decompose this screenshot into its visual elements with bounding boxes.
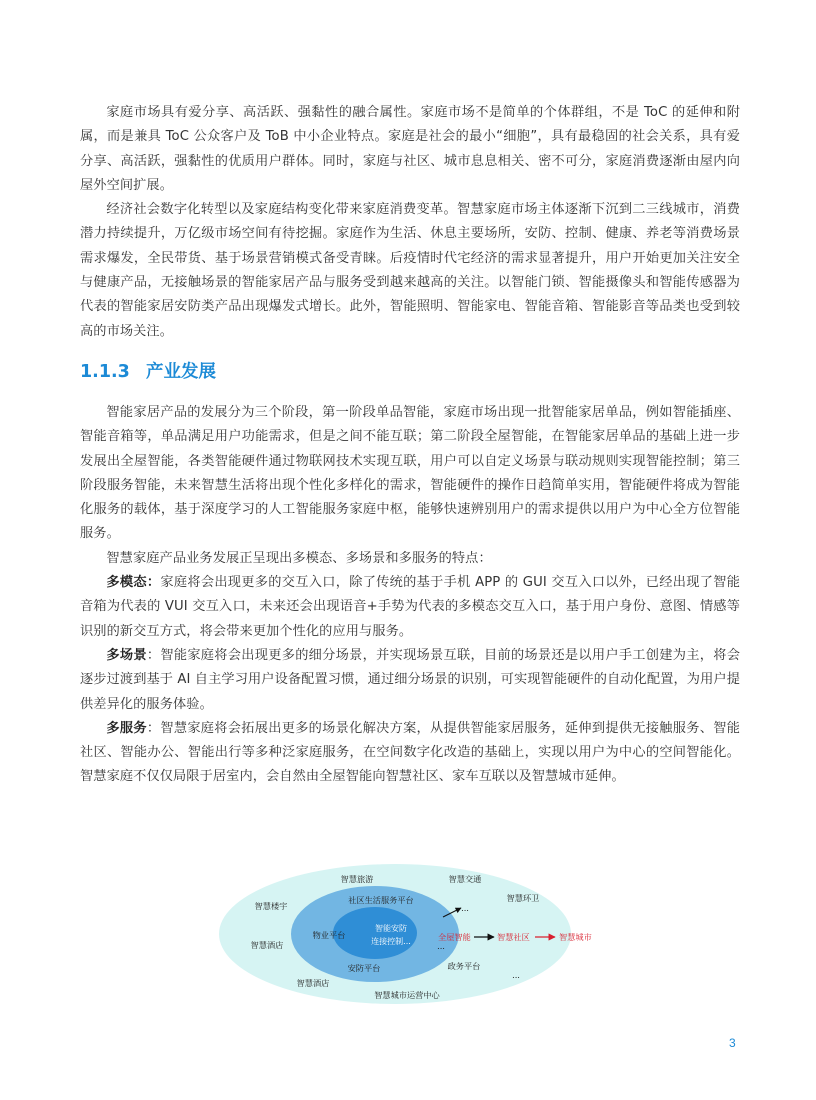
label-middle-ellipsis-top: ...: [461, 903, 469, 913]
label-smart-hotel-bottom: 智慧酒店: [296, 978, 330, 988]
feature-label: 多模态：: [106, 575, 161, 591]
feature-multiscene: [80, 644, 740, 717]
label-flow-home: 全屋智能: [438, 932, 471, 942]
label-smart-sanitation: 智慧环卫: [506, 893, 540, 903]
label-smart-tourism: 智慧旅游: [340, 874, 374, 884]
label-smart-hotel-left: 智慧酒店: [250, 940, 284, 950]
paragraph-three-stages: 智能家居产品的发展分为三个阶段，第一阶段单品智能，家庭市场出现一批智能家居单品，例如智能插座、智能音箱等，单品满足用户功能需求，但是之间不能互联；第二阶段全屋智能，在智能家居单品的基础上进一步发展出全屋智能，各类智能硬件通过物联网技术实现互联，用户可以自定义场景与联动规则实现智能控制；第三阶段服务智能，未来智慧生活将出现个性化多样化的需求，智能硬件的操作日趋简单实用，智能硬件将成为智能化服务的载体，基于深度学习的人工智能服务家庭中枢，能够快速辨别用户的需求提供以用户为中心全方位智能服务。: [80, 404, 740, 542]
label-smart-building: 智慧楼宇: [254, 901, 288, 911]
label-inner-security: 智能安防: [375, 924, 407, 933]
feature-label: 多服务: [106, 720, 147, 736]
label-smart-traffic: 智慧交通: [448, 874, 482, 884]
feature-label: 多场景: [106, 647, 147, 663]
section-title: 产业发展: [146, 361, 216, 382]
page-content: [80, 101, 740, 790]
paragraph-consumption-change: 经济社会数字化转型以及家庭结构变化带来家庭消费变革。智慧家庭市场主体逐渐下沉到二三线城市，消费潜力持续提升，万亿级市场空间有待挖掘。家庭作为生活、休息主要场所，安防、控制、健康、养老等消费场景需求爆发，全民带货、基于场景营销模式备受青睐。后疫情时代宅经济的需求显著提升，用户开始更加关注安全与健康产品，无接触场景的智能家居产品与服务受到越来越高的关注。以智能门锁、智能摄像头和智能传感器为代表的智能家居安防类产品出现爆发式增长。此外，智能照明、智能家电、智能音箱、智能影音等品类也受到较高的市场关注。: [80, 202, 740, 339]
page-number: 3: [729, 1036, 736, 1050]
label-outer-ellipsis: ...: [512, 970, 520, 980]
label-middle-ellipsis-bottom: ...: [437, 941, 445, 951]
label-flow-city: 智慧城市: [559, 932, 592, 942]
feature-text: ：智能家庭将会出现更多的细分场景，并实现场景互联，目前的场景还是以用户手工创建为主，将会逐步过渡到基于 AI 自主学习用户设备配置习惯，通过细分场景的识别，可实现智能硬件的自动化配置，为用户提供差异化的服务体验。: [80, 647, 740, 712]
paragraph-family-market: 家庭市场具有爱分享、高活跃、强黏性的融合属性。家庭市场不是简单的个体群组，不是 ToC 的延伸和附属，而是兼具 ToC 公众客户及 ToB 中小企业特点。家庭是社会的最小“细胞”，具有最稳固的社会关系，具有爱分享、高活跃，强黏性的优质用户群体。同时，家庭与社区、城市息息相关、密不可分，家庭消费逐渐由屋内向屋外空间扩展。: [80, 105, 740, 193]
inner-ellipse: [333, 907, 417, 959]
smart-home-diagram: [219, 862, 599, 1006]
paragraph-features-intro: 智慧家庭产品业务发展正呈现出多模态、多场景和多服务的特点：: [106, 550, 492, 566]
section-number: 1.1.3: [80, 361, 130, 382]
feature-text: ：智慧家庭将会拓展出更多的场景化解决方案，从提供智能家居服务，延伸到提供无接触服务、智能社区、智能办公、智能出行等多种泛家庭服务，在空间数字化改造的基础上，实现以用户为中心的空间智能化。智慧家庭不仅仅局限于居室内，会自然由全屋智能向智慧社区、家车互联以及智慧城市延伸。: [80, 720, 740, 785]
feature-text: 家庭将会出现更多的交互入口，除了传统的基于手机 APP 的 GUI 交互入口以外，已经出现了智能音箱为代表的 VUI 交互入口，未来还会出现语音+手势为代表的多模态交互入口，基于用户身份、意图、情感等识别的新交互方式，将会带来更加个性化的应用与服务。: [80, 575, 740, 639]
feature-multimodal: [80, 571, 740, 644]
label-city-ops-center: 智慧城市运营中心: [374, 990, 440, 1000]
label-community-platform: 社区生活服务平台: [348, 895, 414, 905]
diagram-svg: [219, 862, 599, 1006]
label-property-platform: 物业平台: [312, 930, 346, 940]
label-security-platform: 安防平台: [347, 963, 381, 973]
label-inner-connect: 连接控制...: [371, 937, 411, 946]
feature-multiservice: [80, 717, 740, 790]
label-government-platform: 政务平台: [447, 961, 481, 971]
section-heading: [80, 355, 740, 389]
label-flow-community: 智慧社区: [497, 932, 530, 942]
